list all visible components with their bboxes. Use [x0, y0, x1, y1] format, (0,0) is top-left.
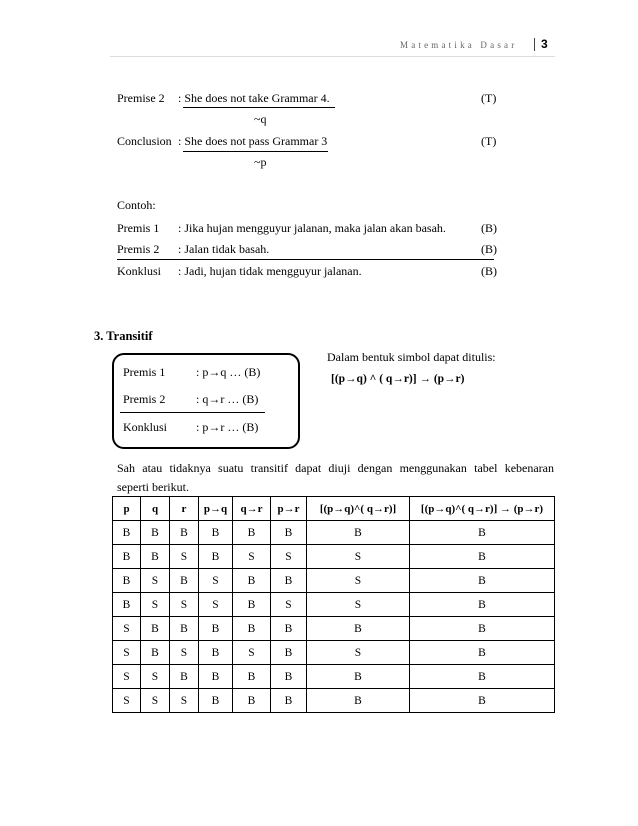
table-cell: B — [307, 617, 410, 641]
truth-table — [112, 496, 555, 713]
header-separator — [534, 38, 535, 51]
box-row-text: : q→r … (B) — [196, 392, 259, 406]
table-cell: S — [113, 641, 141, 665]
table-cell: S — [307, 569, 410, 593]
contoh-row-text: : Jalan tidak basah. — [178, 242, 270, 256]
table-cell: B — [113, 545, 141, 569]
premise2-value: (T) — [481, 91, 497, 105]
table-cell: B — [199, 617, 233, 641]
table-cell: B — [233, 593, 271, 617]
table-cell: S — [141, 689, 170, 713]
table-cell: S — [113, 617, 141, 641]
table-cell: B — [410, 665, 555, 689]
paragraph-line: seperti berikut. — [117, 480, 189, 494]
table-cell: S — [170, 689, 199, 713]
conclusion-underline — [183, 151, 328, 152]
table-cell: B — [271, 689, 307, 713]
table-cell: B — [113, 593, 141, 617]
contoh-row-value: (B) — [481, 264, 497, 278]
table-row — [113, 665, 555, 689]
table-cell: S — [113, 665, 141, 689]
table-cell: B — [233, 569, 271, 593]
table-cell: S — [113, 689, 141, 713]
table-row — [113, 593, 555, 617]
table-cell: B — [271, 521, 307, 545]
table-cell: B — [410, 521, 555, 545]
table-cell: B — [410, 617, 555, 641]
table-row — [113, 689, 555, 713]
table-cell: B — [113, 569, 141, 593]
table-cell: B — [141, 521, 170, 545]
conclusion-symbol: ~p — [254, 155, 267, 169]
table-row — [113, 617, 555, 641]
table-header-cell: p→q — [199, 497, 233, 521]
contoh-row-value: (B) — [481, 221, 497, 235]
box-row-label: Konklusi — [123, 420, 168, 434]
table-cell: B — [271, 641, 307, 665]
table-cell: B — [307, 689, 410, 713]
table-header-cell: p→r — [271, 497, 307, 521]
contoh-row-label: Premis 1 — [117, 221, 160, 235]
table-cell: B — [410, 593, 555, 617]
box-row-text: : p→r … (B) — [196, 420, 259, 434]
conclusion-label: Conclusion — [117, 134, 172, 148]
table-cell: B — [170, 617, 199, 641]
box-row-text: : p→q … (B) — [196, 365, 261, 379]
table-cell: B — [113, 521, 141, 545]
table-cell: S — [170, 641, 199, 665]
section-heading: 3. Transitif — [94, 329, 153, 343]
premise2-symbol: ~q — [254, 112, 267, 126]
table-cell: B — [307, 665, 410, 689]
table-cell: B — [410, 689, 555, 713]
table-header-cell: r — [170, 497, 199, 521]
table-cell: S — [141, 569, 170, 593]
table-cell: B — [233, 665, 271, 689]
table-row — [113, 569, 555, 593]
table-cell: B — [271, 569, 307, 593]
contoh-row-label: Konklusi — [117, 264, 162, 278]
table-cell: S — [141, 593, 170, 617]
table-cell: B — [307, 521, 410, 545]
table-cell: S — [170, 593, 199, 617]
table-cell: B — [170, 569, 199, 593]
table-cell: B — [410, 569, 555, 593]
table-header-cell: q→r — [233, 497, 271, 521]
table-cell: B — [170, 665, 199, 689]
table-cell: S — [233, 641, 271, 665]
table-cell: B — [141, 641, 170, 665]
table-cell: B — [233, 689, 271, 713]
box-row-label: Premis 1 — [123, 365, 166, 379]
table-cell: B — [199, 521, 233, 545]
contoh-conclusion-rule — [117, 259, 494, 260]
table-cell: B — [410, 641, 555, 665]
contoh-row-value: (B) — [481, 242, 497, 256]
premise2-label: Premise 2 — [117, 91, 165, 105]
table-cell: B — [233, 521, 271, 545]
table-cell: B — [141, 545, 170, 569]
page-number: 3 — [541, 37, 548, 51]
table-cell: S — [307, 545, 410, 569]
contoh-row-text: : Jika hujan mengguyur jalanan, maka jalan akan basah. — [178, 221, 446, 235]
table-row — [113, 521, 555, 545]
table-cell: S — [307, 593, 410, 617]
table-row — [113, 545, 555, 569]
box-row-label: Premis 2 — [123, 392, 166, 406]
table-header-cell: [(p→q)^( q→r)] → (p→r) — [410, 497, 555, 521]
table-cell: B — [233, 617, 271, 641]
conclusion-value: (T) — [481, 134, 497, 148]
table-cell: S — [141, 665, 170, 689]
table-cell: B — [199, 689, 233, 713]
contoh-row-label: Premis 2 — [117, 242, 160, 256]
header-title: Matematika Dasar — [400, 40, 518, 50]
paragraph-line: Sah atau tidaknya suatu transitif dapat diuji dengan menggunakan tabel kebenaran — [117, 461, 554, 475]
table-header-cell: p — [113, 497, 141, 521]
table-cell: B — [271, 665, 307, 689]
table-cell: S — [233, 545, 271, 569]
table-cell: S — [170, 545, 199, 569]
header-rule — [110, 56, 555, 57]
table-cell: B — [199, 545, 233, 569]
table-header-cell: q — [141, 497, 170, 521]
premise2-underline — [183, 107, 335, 108]
contoh-row-text: : Jadi, hujan tidak mengguyur jalanan. — [178, 264, 362, 278]
box-conclusion-rule — [120, 412, 265, 413]
table-cell: S — [307, 641, 410, 665]
table-cell: B — [199, 641, 233, 665]
table-cell: B — [410, 545, 555, 569]
table-cell: B — [271, 617, 307, 641]
symbol-formula: [(p→q) ^ ( q→r)] → (p→r) — [331, 373, 465, 385]
conclusion-text: : She does not pass Grammar 3 — [178, 134, 328, 148]
table-row — [113, 641, 555, 665]
symbol-intro: Dalam bentuk simbol dapat ditulis: — [327, 350, 496, 364]
contoh-heading: Contoh: — [117, 198, 156, 212]
table-cell: S — [271, 545, 307, 569]
premise2-text: : She does not take Grammar 4. — [178, 91, 330, 105]
table-header-row — [113, 497, 555, 521]
table-cell: S — [271, 593, 307, 617]
table-cell: B — [199, 665, 233, 689]
table-header-cell: [(p→q)^( q→r)] — [307, 497, 410, 521]
table-cell: B — [141, 617, 170, 641]
table-cell: B — [170, 521, 199, 545]
table-cell: S — [199, 569, 233, 593]
table-cell: S — [199, 593, 233, 617]
